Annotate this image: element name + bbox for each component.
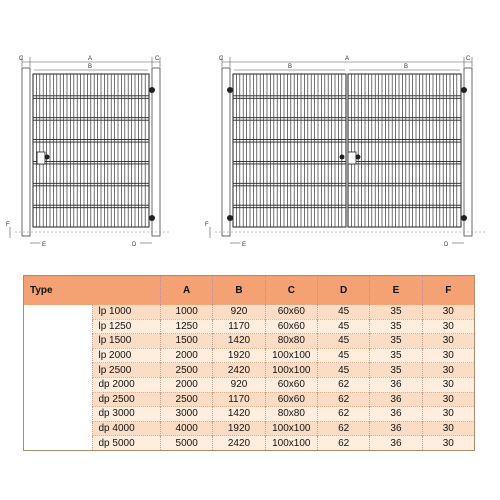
cell-d: 62	[317, 407, 369, 422]
lock-single	[37, 152, 45, 164]
cell-type: dp 2000	[92, 377, 161, 392]
cell-a: 1000	[161, 305, 213, 320]
cell-c: 100x100	[265, 363, 317, 378]
table-row	[24, 348, 475, 363]
cell-a: 1250	[161, 319, 213, 334]
label-b-double-right: B	[404, 64, 409, 70]
label-d-double: D	[444, 242, 449, 248]
cell-a: 2000	[161, 377, 213, 392]
cell-e: 36	[370, 407, 422, 422]
cell-e: 35	[370, 363, 422, 378]
row-spacer	[24, 377, 93, 392]
table-row	[24, 363, 475, 378]
cell-d: 62	[317, 392, 369, 407]
header-d: D	[317, 276, 369, 305]
cell-c: 60x60	[265, 377, 317, 392]
cell-d: 62	[317, 421, 369, 436]
cell-f: 30	[422, 348, 474, 363]
cell-e: 36	[370, 377, 422, 392]
row-spacer	[24, 363, 93, 378]
label-f-single: F	[6, 222, 10, 228]
mesh-double-right	[348, 74, 461, 227]
row-spacer	[24, 334, 93, 349]
cell-c: 60x60	[265, 305, 317, 320]
handle-single	[45, 155, 50, 160]
label-c-single-right: C	[155, 56, 160, 62]
row-spacer	[24, 392, 93, 407]
row-spacer	[24, 436, 93, 451]
cell-type: lp 2000	[92, 348, 161, 363]
label-f-double: F	[205, 222, 209, 228]
cell-b: 1420	[213, 334, 265, 349]
cell-a: 2500	[161, 363, 213, 378]
cell-a: 5000	[161, 436, 213, 451]
cell-c: 100x100	[265, 436, 317, 451]
cell-type: dp 4000	[92, 421, 161, 436]
single-gate-drawing	[6, 56, 170, 248]
cell-a: 4000	[161, 421, 213, 436]
row-spacer	[24, 421, 93, 436]
hinge-bottom-double-left	[227, 215, 233, 221]
cell-b: 1420	[213, 407, 265, 422]
row-spacer	[24, 407, 93, 422]
cell-b: 1170	[213, 392, 265, 407]
cell-a: 2000	[161, 348, 213, 363]
cell-d: 45	[317, 319, 369, 334]
cell-f: 30	[422, 407, 474, 422]
header-e: E	[370, 276, 422, 305]
double-gate-drawing	[205, 56, 485, 248]
handle-double-right	[356, 155, 361, 160]
cell-b: 1170	[213, 319, 265, 334]
cell-f: 30	[422, 319, 474, 334]
cell-f: 30	[422, 436, 474, 451]
cell-e: 36	[370, 421, 422, 436]
cell-type: dp 5000	[92, 436, 161, 451]
cell-d: 45	[317, 363, 369, 378]
cell-c: 100x100	[265, 421, 317, 436]
table-header-row	[24, 276, 475, 305]
table-row	[24, 421, 475, 436]
cell-d: 45	[317, 305, 369, 320]
table-body	[24, 305, 475, 451]
cell-type: lp 1000	[92, 305, 161, 320]
mesh-double-left	[233, 74, 346, 227]
cell-e: 35	[370, 348, 422, 363]
row-spacer	[24, 305, 93, 320]
cell-b: 2420	[213, 436, 265, 451]
header-c: C	[265, 276, 317, 305]
label-e-double: E	[242, 242, 247, 248]
header-b: B	[213, 276, 265, 305]
cell-e: 35	[370, 319, 422, 334]
header-f: F	[422, 276, 474, 305]
cell-b: 1920	[213, 421, 265, 436]
mesh-single	[33, 74, 149, 227]
hinge-bottom-single	[149, 215, 155, 221]
post-left-single	[22, 68, 30, 236]
table-row	[24, 377, 475, 392]
table-row	[24, 392, 475, 407]
handle-double-left	[340, 155, 345, 160]
row-spacer	[24, 319, 93, 334]
cell-type: lp 1500	[92, 334, 161, 349]
cell-f: 30	[422, 305, 474, 320]
cell-d: 62	[317, 436, 369, 451]
post-right-double	[464, 68, 472, 236]
label-b-double-left: B	[288, 64, 293, 70]
row-spacer	[24, 348, 93, 363]
cell-d: 45	[317, 348, 369, 363]
post-left-double	[222, 68, 230, 236]
cell-a: 1500	[161, 334, 213, 349]
cell-type: dp 3000	[92, 407, 161, 422]
cell-type: lp 2500	[92, 363, 161, 378]
cell-c: 80x80	[265, 407, 317, 422]
hinge-top-single	[149, 87, 155, 93]
gate-spec-table	[23, 275, 475, 451]
cell-c: 60x60	[265, 392, 317, 407]
cell-f: 30	[422, 377, 474, 392]
cell-type: dp 2500	[92, 392, 161, 407]
cell-b: 920	[213, 377, 265, 392]
cell-f: 30	[422, 334, 474, 349]
label-a-single: A	[88, 56, 93, 62]
header-a: A	[161, 276, 213, 305]
cell-c: 60x60	[265, 319, 317, 334]
label-b-single: B	[88, 64, 93, 70]
table-row	[24, 407, 475, 422]
cell-f: 30	[422, 421, 474, 436]
cell-f: 30	[422, 392, 474, 407]
table-row	[24, 436, 475, 451]
cell-b: 2420	[213, 363, 265, 378]
label-c-double-right: C	[466, 56, 471, 62]
cell-a: 3000	[161, 407, 213, 422]
cell-f: 30	[422, 363, 474, 378]
cell-b: 920	[213, 305, 265, 320]
cell-d: 62	[317, 377, 369, 392]
cell-e: 36	[370, 436, 422, 451]
cell-type: lp 1250	[92, 319, 161, 334]
label-e-single: E	[42, 242, 47, 248]
cell-e: 35	[370, 334, 422, 349]
cell-e: 35	[370, 305, 422, 320]
table-row	[24, 305, 475, 320]
cell-d: 45	[317, 334, 369, 349]
label-a-double: A	[345, 56, 350, 62]
label-c-double-left: C	[219, 56, 224, 62]
hinge-top-double-left	[227, 87, 233, 93]
table-row	[24, 334, 475, 349]
cell-c: 80x80	[265, 334, 317, 349]
table-row	[24, 319, 475, 334]
post-right-single	[152, 68, 160, 236]
cell-a: 2500	[161, 392, 213, 407]
label-d-single: D	[132, 242, 137, 248]
cell-e: 36	[370, 392, 422, 407]
hinge-bottom-double-right	[461, 215, 467, 221]
label-c-single-left: C	[19, 56, 24, 62]
cell-c: 100x100	[265, 348, 317, 363]
cell-b: 1920	[213, 348, 265, 363]
lock-double	[348, 152, 356, 164]
hinge-top-double-right	[461, 87, 467, 93]
header-type: Type	[24, 276, 161, 305]
